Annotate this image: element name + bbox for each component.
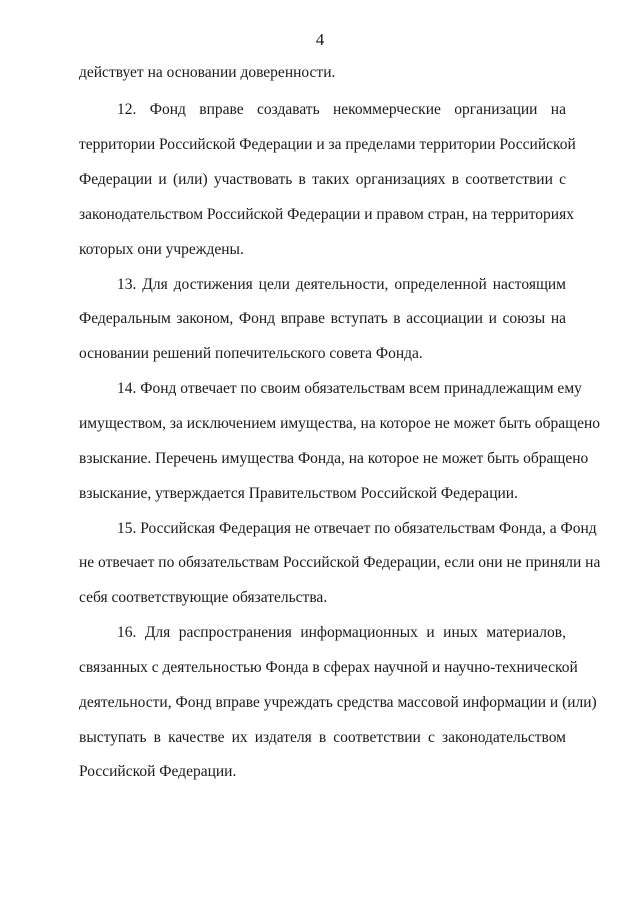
text-line: не отвечает по обязательствам Российской Федерации, если они не приняли на (79, 554, 601, 571)
text-line: 14. Фонд отвечает по своим обязательствам всем принадлежащим ему (117, 380, 582, 397)
text-line: себя соответствующие обязательства. (79, 589, 328, 606)
text-line: 15. Российская Федерация не отвечает по обязательствам Фонда, а Фонд (117, 520, 597, 537)
text-line: Федеральным законом, Фонд вправе вступать в ассоциации и союзы на (79, 310, 566, 327)
text-line: Федерации и (или) участвовать в таких организациях в соответствии с (79, 171, 566, 188)
text-line: законодательством Российской Федерации и правом стран, на территориях (79, 206, 574, 223)
text-line: 13. Для достижения цели деятельности, определенной настоящим (117, 276, 566, 293)
text-line: выступать в качестве их издателя в соответствии с законодательством (79, 729, 566, 746)
page-number: 4 (315, 30, 325, 49)
text-line: территории Российской Федерации и за пределами территории Российской (79, 136, 576, 153)
text-line: 12. Фонд вправе создавать некоммерческие организации на (117, 101, 566, 118)
text-line: основании решений попечительского совета Фонда. (79, 345, 423, 362)
text-line: действует на основании доверенности. (79, 64, 336, 81)
text-line: связанных с деятельностью Фонда в сферах научной и научно-технической (79, 659, 578, 676)
text-line: 16. Для распространения информационных и иных материалов, (117, 624, 566, 641)
text-line: имуществом, за исключением имущества, на которое не может быть обращено (79, 415, 601, 432)
text-line: взыскание, утверждается Правительством Российской Федерации. (79, 485, 518, 502)
text-line: Российской Федерации. (79, 763, 237, 780)
text-line: которых они учреждены. (79, 241, 244, 258)
text-line: деятельности, Фонд вправе учреждать средства массовой информации и (или) (79, 694, 597, 711)
text-line: взыскание. Перечень имущества Фонда, на которое не может быть обращено (79, 450, 589, 467)
